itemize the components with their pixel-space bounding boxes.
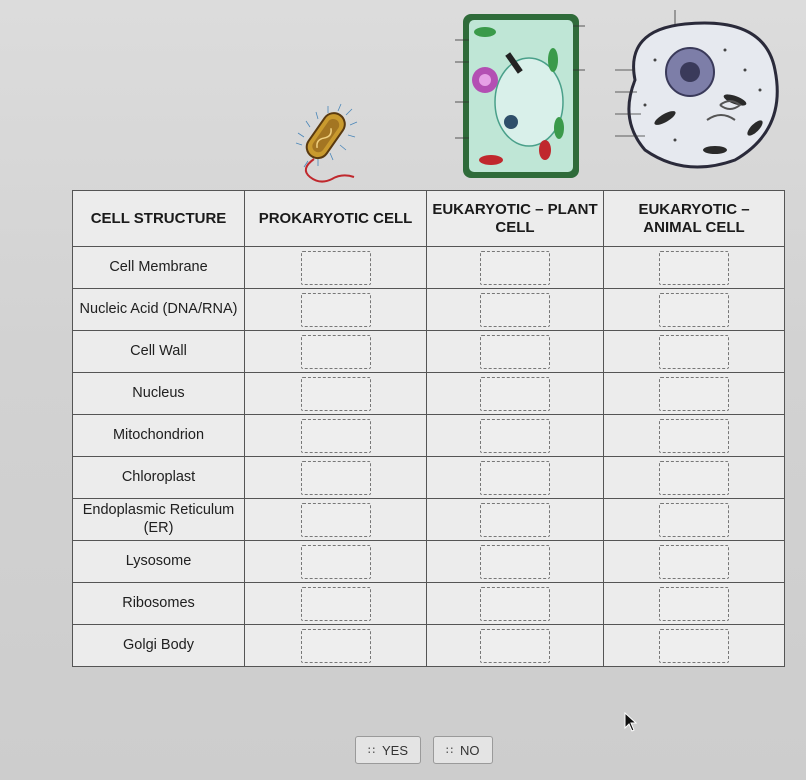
drop-zone[interactable]	[301, 335, 371, 369]
drop-zone[interactable]	[480, 293, 550, 327]
row-label: Lysosome	[73, 541, 245, 583]
drop-zone[interactable]	[659, 335, 729, 369]
table-row	[73, 331, 785, 373]
drop-zone[interactable]	[659, 377, 729, 411]
drop-zone[interactable]	[301, 587, 371, 621]
table-row	[73, 625, 785, 667]
drop-zone[interactable]	[659, 251, 729, 285]
drag-handle-icon: ∷	[368, 744, 374, 757]
table-row	[73, 415, 785, 457]
drop-zone[interactable]	[480, 251, 550, 285]
drop-zone[interactable]	[301, 461, 371, 495]
table-row	[73, 247, 785, 289]
drag-handle-icon: ∷	[446, 744, 453, 757]
drop-zone[interactable]	[301, 629, 371, 663]
drop-zone[interactable]	[659, 545, 729, 579]
bacteria-icon	[292, 95, 364, 190]
row-label: Cell Membrane	[73, 247, 245, 289]
row-label: Cell Wall	[73, 331, 245, 373]
row-label: Ribosomes	[73, 583, 245, 625]
table-row	[73, 289, 785, 331]
row-label: Golgi Body	[73, 625, 245, 667]
drop-zone[interactable]	[480, 503, 550, 537]
header-cell-structure: CELL STRUCTURE	[73, 191, 245, 247]
drop-zone[interactable]	[659, 419, 729, 453]
drop-zone[interactable]	[480, 335, 550, 369]
chip-label: NO	[460, 742, 480, 758]
table-row	[73, 541, 785, 583]
drop-zone[interactable]	[480, 419, 550, 453]
row-label: Endoplasmic Reticulum (ER)	[73, 499, 245, 541]
drop-zone[interactable]	[480, 587, 550, 621]
row-label: Chloroplast	[73, 457, 245, 499]
answer-bank	[355, 736, 493, 764]
plant-cell-icon	[455, 10, 585, 182]
header-eukaryotic-plant: EUKARYOTIC – PLANT CELL	[427, 191, 604, 247]
drop-zone[interactable]	[659, 629, 729, 663]
table-row	[73, 457, 785, 499]
drop-zone[interactable]	[659, 503, 729, 537]
chip-label: YES	[382, 742, 409, 758]
answer-chip-no[interactable]	[433, 736, 493, 764]
drop-zone[interactable]	[480, 545, 550, 579]
drop-zone[interactable]	[659, 293, 729, 327]
drop-zone[interactable]	[659, 461, 729, 495]
drop-zone[interactable]	[480, 461, 550, 495]
drop-zone[interactable]	[301, 419, 371, 453]
drop-zone[interactable]	[301, 293, 371, 327]
mouse-cursor-icon	[624, 712, 638, 732]
drop-zone[interactable]	[480, 629, 550, 663]
row-label: Nucleic Acid (DNA/RNA)	[73, 289, 245, 331]
animal-cell-icon	[615, 10, 790, 180]
cell-structure-table	[72, 190, 785, 667]
drop-zone[interactable]	[659, 587, 729, 621]
drop-zone[interactable]	[480, 377, 550, 411]
table-row	[73, 373, 785, 415]
drop-zone[interactable]	[301, 503, 371, 537]
header-eukaryotic-animal: EUKARYOTIC – ANIMAL CELL	[604, 191, 785, 247]
answer-chip-yes[interactable]	[355, 736, 421, 764]
drop-zone[interactable]	[301, 545, 371, 579]
table-header-row	[73, 191, 785, 247]
table-row	[73, 499, 785, 541]
row-label: Mitochondrion	[73, 415, 245, 457]
table-row	[73, 583, 785, 625]
row-label: Nucleus	[73, 373, 245, 415]
drop-zone[interactable]	[301, 377, 371, 411]
drop-zone[interactable]	[301, 251, 371, 285]
header-prokaryotic: PROKARYOTIC CELL	[245, 191, 427, 247]
